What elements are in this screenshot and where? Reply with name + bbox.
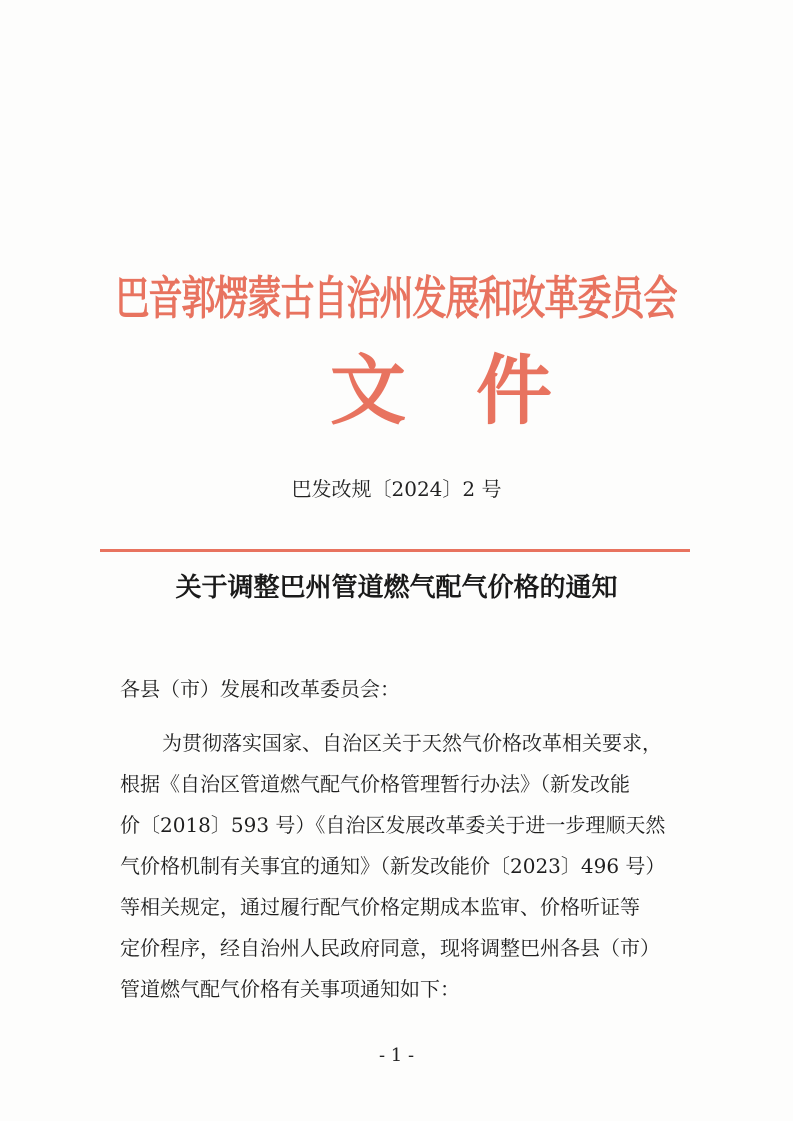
salutation: 各县（市）发展和改革委员会： — [120, 677, 400, 701]
body-line: 气价格机制有关事宜的通知》（新发改能价〔2023〕496 号） — [120, 854, 666, 878]
document-type: 文件 — [330, 346, 622, 435]
body-line: 等相关规定，通过履行配气价格定期成本监审、价格听证等 — [120, 895, 640, 919]
notice-title: 关于调整巴州管道燃气配气价格的通知 — [175, 573, 618, 603]
body-line: 管道燃气配气价格有关事项通知如下： — [120, 977, 460, 1001]
body-line: 定价程序，经自治州人民政府同意，现将调整巴州各县（市） — [120, 936, 660, 960]
body-line: 根据《自治区管道燃气配气价格管理暂行办法》（新发改能 — [120, 772, 630, 796]
issuer-name: 巴音郭楞蒙古自治州发展和改革委员会 — [115, 272, 677, 326]
body-line: 价〔2018〕593 号）《自治区发展改革委关于进一步理顺天然 — [120, 813, 666, 837]
page-number: - 1 - — [378, 1045, 415, 1066]
document-number: 巴发改规〔2024〕2 号 — [291, 477, 502, 501]
red-divider-line — [100, 549, 690, 552]
body-line: 为贯彻落实国家、自治区关于天然气价格改革相关要求， — [162, 731, 662, 755]
notice-body — [120, 723, 690, 1010]
